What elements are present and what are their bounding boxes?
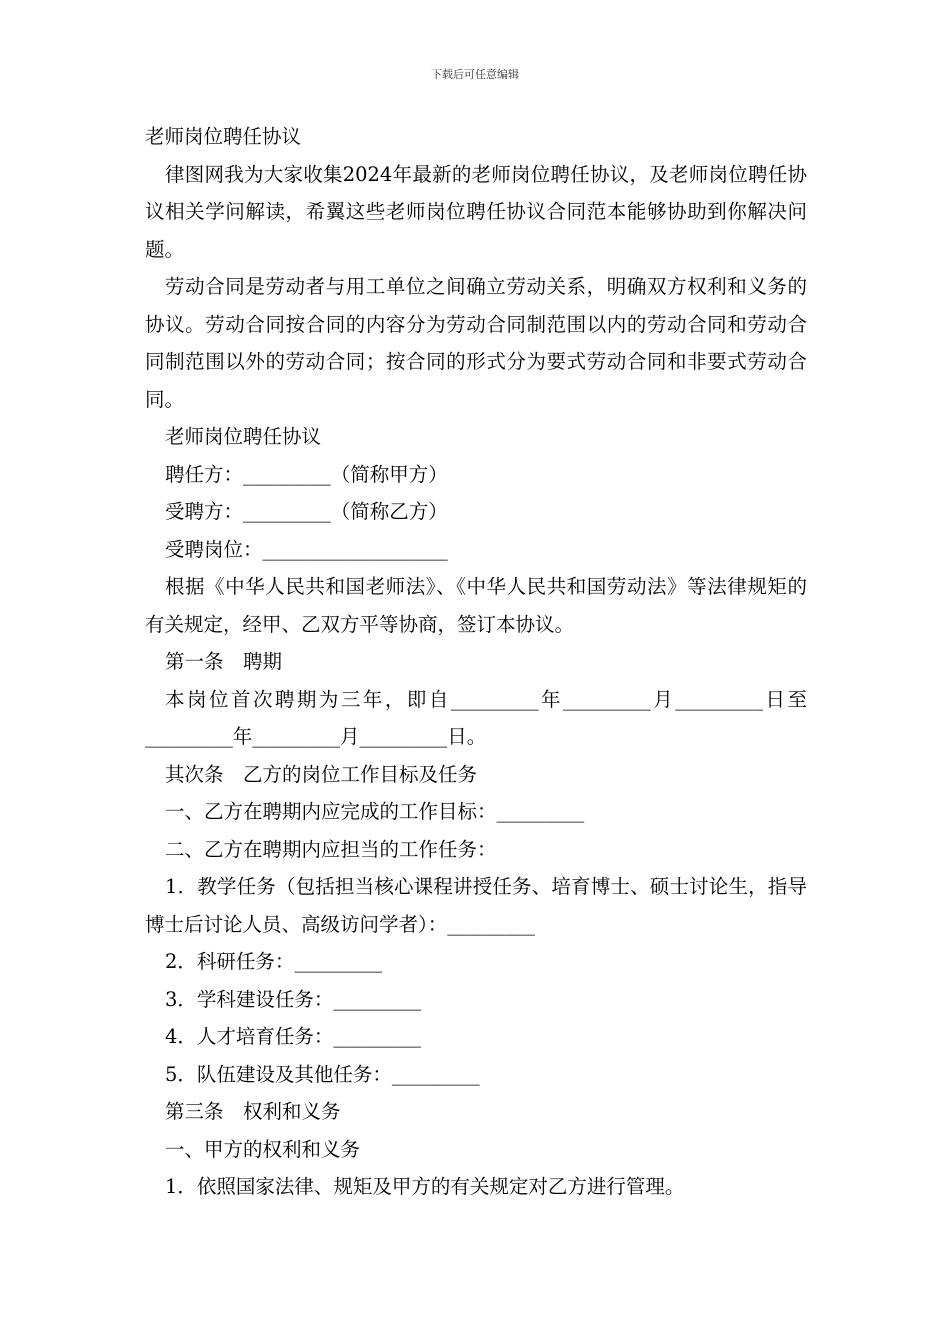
intro-paragraph: 律图网我为大家收集2024年最新的老师岗位聘任协议，及老师岗位聘任协议相关学问解读，希翼这些老师岗位聘任协议合同范本能够协助到你解决问题。 — [145, 162, 807, 261]
task-item-2: 2．科研任务：_________ — [165, 950, 383, 973]
page-header: 下载后可任意编辑 — [431, 68, 519, 81]
agreement-subtitle: 老师岗位聘任协议 — [165, 425, 322, 448]
definition-paragraph: 劳动合同是劳动者与用工单位之间确立劳动关系，明确双方权利和义务的协议。劳动合同按合同的内容分为劳动合同制范围以内的劳动合同和劳动合同制范围以外的劳动合同；按合同的形式分为要式劳动合同和非要式劳动合同。 — [145, 275, 807, 411]
basis-paragraph: 根据《中华人民共和国老师法》、《中华人民共和国劳动法》等法律规矩的有关规定，经甲、乙双方平等协商，签订本协议。 — [145, 575, 807, 636]
task-item-1: 1．教学任务（包括担当核心课程讲授任务、培育博士、硕士讨论生，指导博士后讨论人员、高级访问学者）：_________ — [145, 875, 807, 936]
article2-tasks: 二、乙方在聘期内应担当的工作任务： — [165, 837, 497, 861]
party-a-line: 聘任方：_________（简称甲方） — [165, 462, 448, 486]
position-line: 受聘岗位：___________________ — [165, 537, 448, 561]
article1-text: 本岗位首次聘期为三年，即自_________年_________月_________日至_________年_________月_________日。 — [145, 687, 807, 748]
task-item-4: 4．人才培育任务：_________ — [165, 1025, 422, 1048]
article3-subheading: 一、甲方的权利和义务 — [165, 1137, 361, 1161]
task-item-3: 3．学科建设任务：_________ — [165, 987, 422, 1011]
task-item-5: 5．队伍建设及其他任务：_________ — [165, 1062, 480, 1086]
article3-item-1: 1．依照国家法律、规矩及甲方的有关规定对乙方进行管理。 — [165, 1175, 685, 1198]
document-title: 老师岗位聘任协议 — [145, 125, 302, 148]
party-b-line: 受聘方：_________（简称乙方） — [165, 500, 448, 523]
article2-title: 其次条 乙方的岗位工作目标及任务 — [165, 762, 478, 786]
document-body — [145, 118, 807, 1206]
article2-goal: 一、乙方在聘期内应完成的工作目标：_________ — [165, 800, 585, 823]
article3-title: 第三条 权利和义务 — [165, 1100, 341, 1123]
article1-title: 第一条 聘期 — [165, 650, 283, 673]
